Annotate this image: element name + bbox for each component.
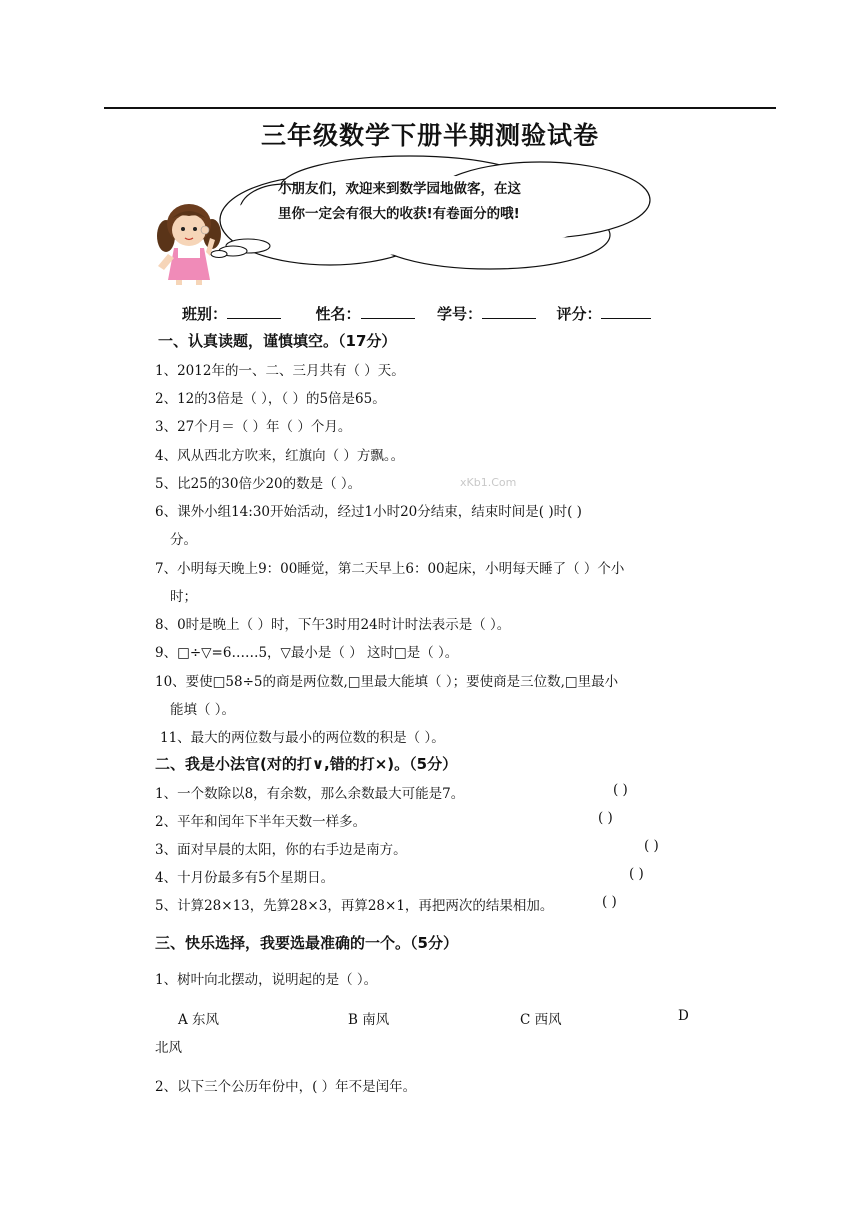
class-blank[interactable] [227,304,281,319]
s1-question-10-line1: 10、要使□58÷5的商是两位数,□里最大能填（ ）；要使商是三位数,□里最小 [155,674,619,690]
bubble-line-1: 小朋友们，欢迎来到数学园地做客，在这 [278,181,521,197]
s2-answer-4[interactable]: ( ) [629,866,644,882]
s1-question-10-line2: 能填（ ）。 [170,702,236,718]
s2-question-5: 5、计算28×13，先算28×3，再算28×1，再把两次的结果相加。 [155,898,554,914]
s2-question-4: 4、十月份最多有5个星期日。 [155,870,335,886]
s1-question-4: 4、风从西北方吹来，红旗向（ ）方飘。。 [155,448,405,464]
s3-option-c[interactable]: C 西风 [520,1012,562,1028]
score-blank[interactable] [601,304,651,319]
s2-answer-2[interactable]: ( ) [598,810,613,826]
watermark: xKb1.Com [460,476,517,489]
number-blank[interactable] [482,304,536,319]
s1-question-1: 1、2012年的一、二、三月共有（ ）天。 [155,363,405,379]
name-blank[interactable] [361,304,415,319]
score-label: 评分： [556,305,602,323]
s3-option-b[interactable]: B 南风 [348,1012,390,1028]
s1-question-6-line1: 6、课外小组14:30开始活动，经过1小时20分结束，结束时间是( )时( ) [155,504,582,520]
s2-question-3: 3、面对早晨的太阳，你的右手边是南方。 [155,842,407,858]
s2-answer-1[interactable]: ( ) [613,782,628,798]
s1-question-9: 9、□÷▽=6……5，▽最小是（ ） 这时□是（ ）。 [155,645,459,661]
s3-question-2: 2、以下三个公历年份中，( ）年不是闰年。 [155,1079,417,1095]
s3-option-d-text: 北风 [155,1040,182,1056]
name-label: 性名： [315,305,361,323]
s1-question-3: 3、27个月＝（ ）年（ ）个月。 [155,419,352,435]
s3-question-1: 1、树叶向北摆动，说明起的是（ ）。 [155,972,378,988]
s1-question-6-line2: 分。 [170,532,197,548]
s3-option-d[interactable]: D [678,1008,689,1024]
page-title: 三年级数学下册半期测验试卷 [260,121,599,150]
bubble-line-2: 里你一定会有很大的收获!有卷面分的哦! [278,206,520,222]
s2-answer-5[interactable]: ( ) [602,894,617,910]
s1-question-11: 11、最大的两位数与最小的两位数的积是（ ）。 [160,730,445,746]
s3-option-a[interactable]: A 东风 [178,1012,220,1028]
section2-heading: 二、我是小法官(对的打∨,错的打×)。（5分） [155,755,458,773]
header-rule [104,107,776,109]
s1-question-2: 2、12的3倍是（ ），（ ）的5倍是65。 [155,391,386,407]
s2-answer-3[interactable]: ( ) [644,838,659,854]
section3-heading: 三、快乐选择，我要选最准确的一个。（5分） [155,934,458,952]
girl-illustration [152,200,230,286]
s1-question-8: 8、0时是晚上（ ）时，下午3时用24时计时法表示是（ ）。 [155,617,511,633]
s2-question-2: 2、平年和闰年下半年天数一样多。 [155,814,367,830]
class-label: 班别： [182,305,228,323]
s1-question-7-line2: 时； [170,589,197,605]
number-label: 学号： [436,305,482,323]
s1-question-5: 5、比25的30倍少20的数是（ ）。 [155,476,362,492]
info-row [182,303,651,324]
section1-heading: 一、认真读题，谨慎填空。（17分） [158,332,397,350]
s1-question-7-line1: 7、小明每天晚上9：00睡觉，第二天早上6：00起床，小明每天睡了（ ）个小 [155,561,625,577]
s2-question-1: 1、一个数除以8，有余数，那么余数最大可能是7。 [155,786,465,802]
